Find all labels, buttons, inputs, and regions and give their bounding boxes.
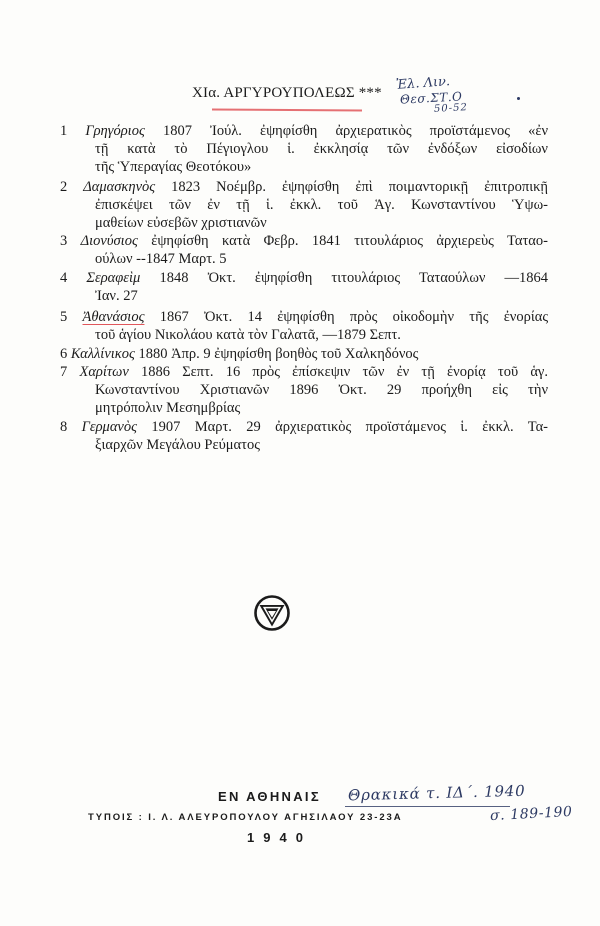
entry-name: Ἀθανάσιος	[82, 309, 145, 325]
handwritten-source-note: Θρακικά τ. ΙΔ΄. 1940	[347, 781, 526, 805]
entry-name: Καλλίνικος	[70, 346, 135, 362]
printer-device-icon	[252, 593, 292, 633]
printer-line: ΤΥΠΟΙΣ : Ι. Λ. ΑΛΕΥΡΟΠΟΥΛΟΥ ΑΓΗΣΙΛΑΟΥ 23-23Α	[88, 812, 403, 823]
entry-name: Σεραφεὶμ	[86, 270, 141, 286]
entry-8-line-1	[60, 418, 548, 436]
entry-text: 1907 Μαρτ. 29 ἀρχιερατικὸς προϊστάμενος ἱ. ἐκκλ. Τα-	[151, 419, 549, 435]
handwritten-underline	[345, 806, 510, 807]
entry-7-line-2: Κωνσταντίνου Χριστιανῶν 1896 Ὀκτ. 29 προήχθη εἰς τὴν	[95, 382, 549, 398]
entry-name: Δαμασκηνὸς	[83, 179, 156, 195]
imprint-place: ΕΝ ΑΘΗΝΑΙΣ	[218, 789, 321, 804]
entry-number: 2	[60, 179, 68, 195]
entry-text: 1880 Ἀπρ. 9 ἐψηφίσθη βοηθὸς τοῦ Χαλκηδόνος	[138, 346, 419, 362]
entry-2-line-1	[60, 178, 548, 196]
entry-1-line-1	[60, 122, 548, 140]
entry-5-line-2: τοῦ ἁγίου Νικολάου κατὰ τὸν Γαλατᾶ, —1879 Σεπτ.	[95, 327, 401, 343]
entry-3-line-2: ούλων --1847 Μαρτ. 5	[95, 251, 227, 267]
entry-2-line-2: ἐπισκέψει τῶν ἐν τῇ ἱ. ἐκκλ. τοῦ Ἁγ. Κωνσταντίνου Ὑψω-	[95, 197, 548, 213]
entry-number: 8	[60, 419, 68, 435]
handwritten-note-line-2: Θεσ.ΣΤ.Ο	[399, 89, 463, 107]
entry-7-line-3: μητρόπολιν Μεσημβρίας	[95, 400, 241, 416]
entry-number: 3	[60, 233, 68, 249]
handwritten-note-line-3: 50-52	[433, 102, 469, 115]
entry-name: Χαρίτων	[79, 364, 129, 380]
imprint-year: 1940	[247, 830, 312, 845]
section-title: ΧΙα. ΑΡΓΥΡΟΥΠΟΛΕΩΣ ***	[192, 85, 382, 101]
ink-dot	[517, 97, 520, 100]
entry-text: 1823 Νοέμβρ. ἐψηφίσθη ἐπὶ ποιμαντορικῇ ἐπιτροπικῇ	[171, 179, 548, 195]
entry-1-line-2: τῇ κατὰ τὸ Πέγιογλου ἱ. ἐκκλησίᾳ τῶν ἐνδόξων εἰσοδίων	[95, 141, 548, 157]
list-item-7	[60, 363, 548, 417]
red-pencil-underline	[212, 108, 362, 111]
entry-8-line-2: ξιαρχῶν Μεγάλου Ρεύματος	[95, 437, 260, 453]
list-item-2	[60, 178, 548, 232]
entry-text: 1867 Ὀκτ. 14 ἐψηφίσθη πρὸς οἰκοδομὴν τῆς ἐνορίας	[159, 309, 549, 325]
entry-6-line-1	[60, 345, 548, 363]
entry-number: 6	[60, 346, 68, 362]
entry-text: 1848 Ὀκτ. ἐψηφίσθη τιτουλάριος Ταταούλων —1864	[159, 270, 549, 286]
entry-name: Γερμανὸς	[81, 419, 138, 435]
entry-number: 5	[60, 309, 68, 325]
entry-1-line-3: τῆς Ὑπεραγίας Θεοτόκου»	[95, 159, 252, 175]
entry-name: Γρηγόριος	[85, 123, 145, 139]
entry-number: 4	[60, 270, 68, 286]
entry-name: Διονύσιος	[80, 233, 138, 249]
entry-5-line-1	[60, 308, 548, 326]
list-item-6	[60, 345, 548, 363]
list-item-4	[60, 269, 548, 305]
handwritten-pages-note: σ. 189-190	[489, 803, 574, 825]
list-item-1	[60, 122, 548, 176]
entry-number: 7	[60, 364, 68, 380]
entry-4-line-1	[60, 269, 548, 287]
entry-number: 1	[60, 123, 68, 139]
entry-3-line-1	[60, 232, 548, 250]
entry-2-line-3: μαθείων εὐσεβῶν χριστιανῶν	[95, 215, 267, 231]
entry-7-line-1	[60, 363, 548, 381]
list-item-5	[60, 308, 548, 344]
list-item-8	[60, 418, 548, 454]
entry-4-line-2: Ἰαν. 27	[95, 288, 138, 304]
handwritten-note-line-1: Ἐλ. Λιν.	[395, 74, 451, 93]
entry-text: ἐψηφίσθη κατὰ Φεβρ. 1841 τιτουλάριος ἀρχιερεὺς Ταταο-	[151, 233, 548, 249]
list-item-3	[60, 232, 548, 268]
entry-text: 1886 Σεπτ. 16 πρὸς ἐπίσκεψιν τῶν ἐν τῇ ἐνορίᾳ τοῦ ἁγ.	[141, 364, 548, 380]
entry-text: 1807 Ἰούλ. ἐψηφίσθη ἀρχιερατικὸς προϊστάμενος «ἐν	[162, 123, 548, 139]
